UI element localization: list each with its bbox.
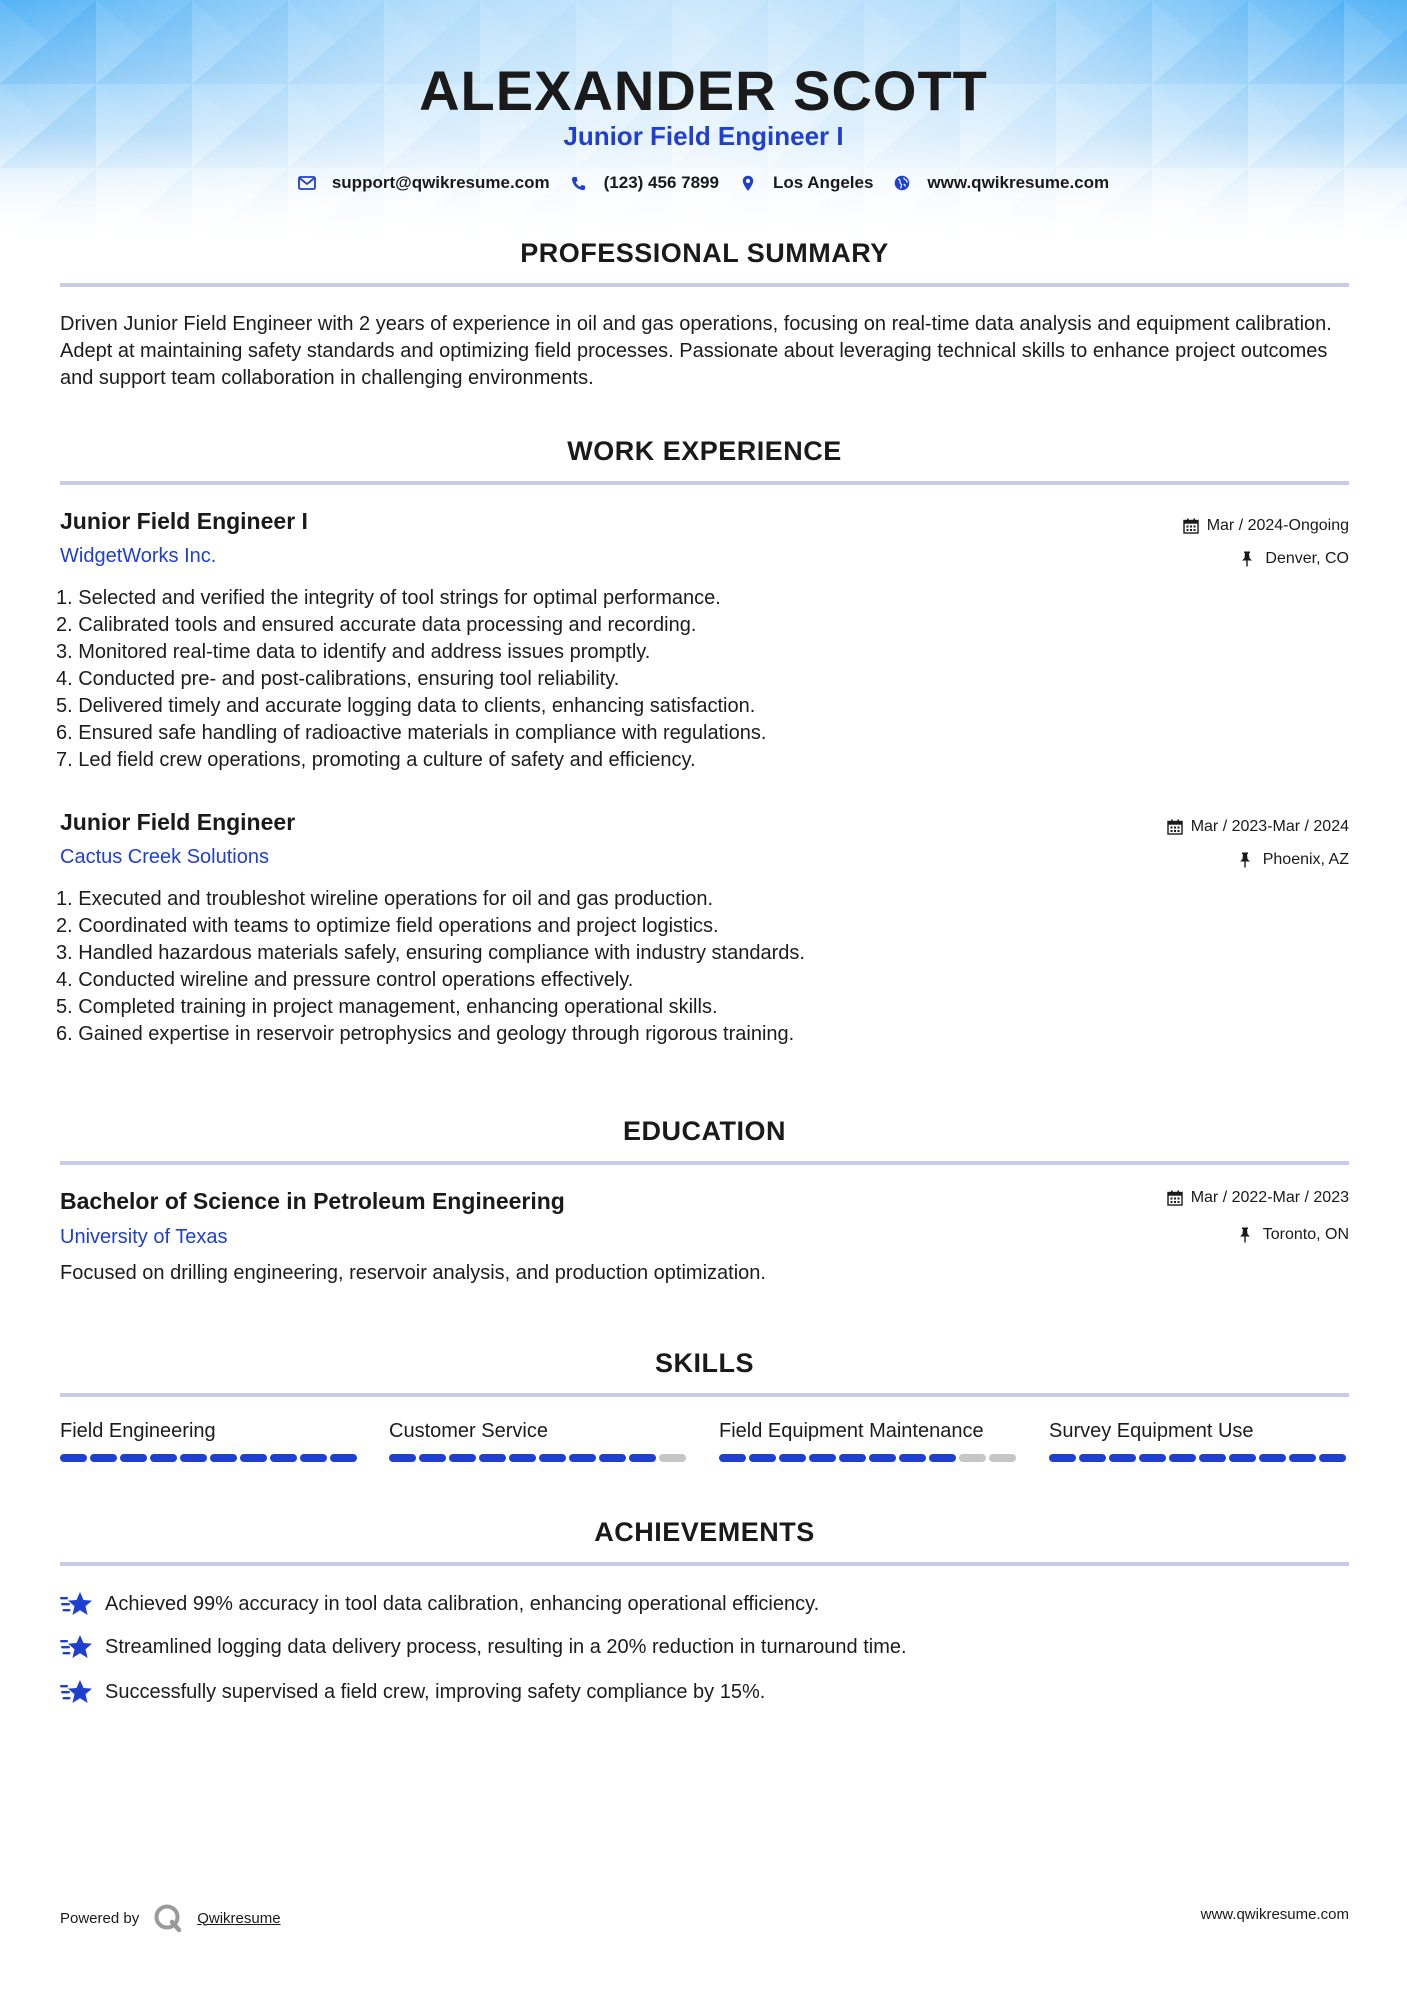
skill-segment-filled [90,1454,117,1462]
skill-segment-filled [719,1454,746,1462]
skill-segment-filled [330,1454,357,1462]
education-divider [60,1161,1349,1165]
skill-item [719,1420,1019,1462]
skill-segment-filled [1139,1454,1166,1462]
skill-segment-filled [1109,1454,1136,1462]
list-item: 3. Handled hazardous materials safely, ensuring compliance with industry standards. [56,942,805,964]
footer-powered-by [60,1903,281,1933]
skill-item [1049,1420,1349,1462]
skill-segment-filled [300,1454,327,1462]
skill-segment-filled [389,1454,416,1462]
website-text: www.qwikresume.com [927,173,1110,192]
skill-name: Survey Equipment Use [1049,1420,1254,1442]
skill-segment-empty [989,1454,1016,1462]
skills-heading: SKILLS [654,1348,754,1378]
education-description: Focused on drilling engineering, reservoir analysis, and production optimization. [60,1262,766,1284]
list-item: 6. Ensured safe handling of radioactive materials in compliance with regulations. [56,722,767,744]
list-item: 2. Calibrated tools and ensured accurate data processing and recording. [56,614,697,636]
star-icon [60,1633,94,1661]
education-location [1239,1226,1349,1244]
skill-segment-filled [569,1454,596,1462]
contact-email[interactable] [298,173,550,193]
job-dates-text: Mar / 2024-Ongoing [1206,517,1349,534]
list-item: 3. Monitored real-time data to identify and address issues promptly. [56,641,651,663]
achievement-text: Achieved 99% accuracy in tool data calibration, enhancing operational efficiency. [105,1592,820,1615]
star-icon [60,1590,94,1618]
list-item: 1. Selected and verified the integrity of tool strings for optimal performance. [56,587,721,609]
skill-item [389,1420,689,1462]
skill-segment-filled [479,1454,506,1462]
school-name: University of Texas [60,1226,228,1248]
pushpin-icon [1239,1227,1255,1243]
education-dates [1167,1189,1349,1207]
star-icon [60,1678,94,1706]
skill-segment-filled [1199,1454,1226,1462]
skill-segment-filled [1169,1454,1196,1462]
skill-segment-filled [60,1454,87,1462]
skill-segment-filled [150,1454,177,1462]
skill-segment-filled [419,1454,446,1462]
education-location-text: Toronto, ON [1262,1226,1349,1243]
skill-item [60,1420,360,1462]
skill-segment-filled [180,1454,207,1462]
job-bullets [56,585,1156,774]
candidate-title: Junior Field Engineer I [563,121,844,151]
skill-segment-filled [509,1454,536,1462]
job-title: Junior Field Engineer [60,809,296,835]
skill-segment-filled [539,1454,566,1462]
calendar-icon [1183,518,1199,534]
contact-bar [0,173,1407,193]
list-item: 1. Executed and troubleshot wireline operations for oil and gas production. [56,888,714,910]
job-dates [1167,818,1349,836]
achievement-item [60,1590,819,1618]
skill-name: Field Engineering [60,1420,216,1442]
skill-segment-empty [659,1454,686,1462]
skill-segment-filled [779,1454,806,1462]
skill-segment-filled [1079,1454,1106,1462]
skill-segment-filled [839,1454,866,1462]
skill-segment-filled [1259,1454,1286,1462]
job-location [1241,550,1349,568]
skill-segment-filled [210,1454,237,1462]
education-dates-text: Mar / 2022-Mar / 2023 [1190,1189,1349,1206]
qwikresume-logo [153,1903,183,1933]
list-item: 7. Led field crew operations, promoting a culture of safety and efficiency. [56,749,696,771]
globe-icon [893,174,911,192]
skill-segment-filled [1289,1454,1316,1462]
skill-name: Field Equipment Maintenance [719,1420,984,1442]
location-text: Los Angeles [772,173,874,192]
skill-segment-filled [120,1454,147,1462]
skill-segment-filled [809,1454,836,1462]
skill-segment-filled [240,1454,267,1462]
list-item: 5. Completed training in project management, enhancing operational skills. [56,996,718,1018]
list-item: 5. Delivered timely and accurate logging data to clients, enhancing satisfaction. [56,695,756,717]
skills-list [60,1420,1350,1470]
achievement-item [60,1678,765,1706]
skill-name: Customer Service [389,1420,548,1442]
experience-divider [60,481,1349,485]
summary-text: Driven Junior Field Engineer with 2 years of experience in oil and gas operations, focusing on real-time data analysis and equipment calibration. Adept at maintaining safety standards and optimizing field processes. Passionate about leveraging technical skills to enhance project outcomes and support team collaboration in challenging environments. [60,313,1332,389]
skill-segment-filled [270,1454,297,1462]
envelope-icon [298,174,316,192]
summary-divider [60,283,1349,287]
skills-divider [60,1393,1349,1397]
calendar-icon [1167,1190,1183,1206]
footer-website[interactable]: www.qwikresume.com [1200,1906,1349,1923]
job-location-text: Phoenix, AZ [1262,851,1349,868]
skill-level-bar [389,1454,689,1462]
contact-location [739,173,873,193]
map-pin-icon [739,174,757,192]
email-text: support@qwikresume.com [331,173,550,192]
skill-segment-filled [869,1454,896,1462]
job-company: WidgetWorks Inc. [60,545,217,567]
phone-icon [570,174,588,192]
skill-segment-filled [1319,1454,1346,1462]
pushpin-icon [1239,852,1255,868]
job-title: Junior Field Engineer I [60,508,308,534]
job-dates-text: Mar / 2023-Mar / 2024 [1190,818,1349,835]
job-dates [1183,517,1349,535]
achievements-divider [60,1562,1349,1566]
calendar-icon [1167,819,1183,835]
contact-phone[interactable] [570,173,719,193]
brand-link[interactable]: Qwikresume [197,1909,281,1927]
list-item: 4. Conducted pre- and post-calibrations, ensuring tool reliability. [56,668,620,690]
list-item: 6. Gained expertise in reservoir petrophysics and geology through rigorous training. [56,1023,795,1045]
skill-segment-filled [749,1454,776,1462]
candidate-name: ALEXANDER SCOTT [419,59,988,122]
skill-level-bar [60,1454,360,1462]
skill-level-bar [719,1454,1019,1462]
job-bullets [56,886,1156,1048]
skill-segment-filled [449,1454,476,1462]
pushpin-icon [1241,551,1257,567]
job-location-text: Denver, CO [1265,550,1349,567]
list-item: 4. Conducted wireline and pressure control operations effectively. [56,969,634,991]
job-location [1239,851,1349,869]
experience-heading: WORK EXPERIENCE [567,436,842,466]
education-heading: EDUCATION [623,1116,786,1146]
achievements-heading: ACHIEVEMENTS [594,1517,815,1547]
degree-title: Bachelor of Science in Petroleum Engineering [60,1188,565,1214]
skill-segment-filled [1229,1454,1256,1462]
skill-segment-filled [899,1454,926,1462]
list-item: 2. Coordinated with teams to optimize field operations and project logistics. [56,915,719,937]
skill-segment-empty [959,1454,986,1462]
achievement-item [60,1633,907,1661]
summary-heading: PROFESSIONAL SUMMARY [520,238,889,268]
skill-segment-filled [629,1454,656,1462]
contact-website[interactable] [893,173,1109,193]
skill-segment-filled [1049,1454,1076,1462]
skill-segment-filled [599,1454,626,1462]
powered-by-label: Powered by [60,1909,140,1927]
job-company: Cactus Creek Solutions [60,846,269,868]
skill-level-bar [1049,1454,1349,1462]
achievement-text: Streamlined logging data delivery process, resulting in a 20% reduction in turnaround time. [105,1635,907,1658]
skill-segment-filled [929,1454,956,1462]
phone-text: (123) 456 7899 [603,173,719,192]
achievement-text: Successfully supervised a field crew, improving safety compliance by 15%. [105,1680,766,1703]
